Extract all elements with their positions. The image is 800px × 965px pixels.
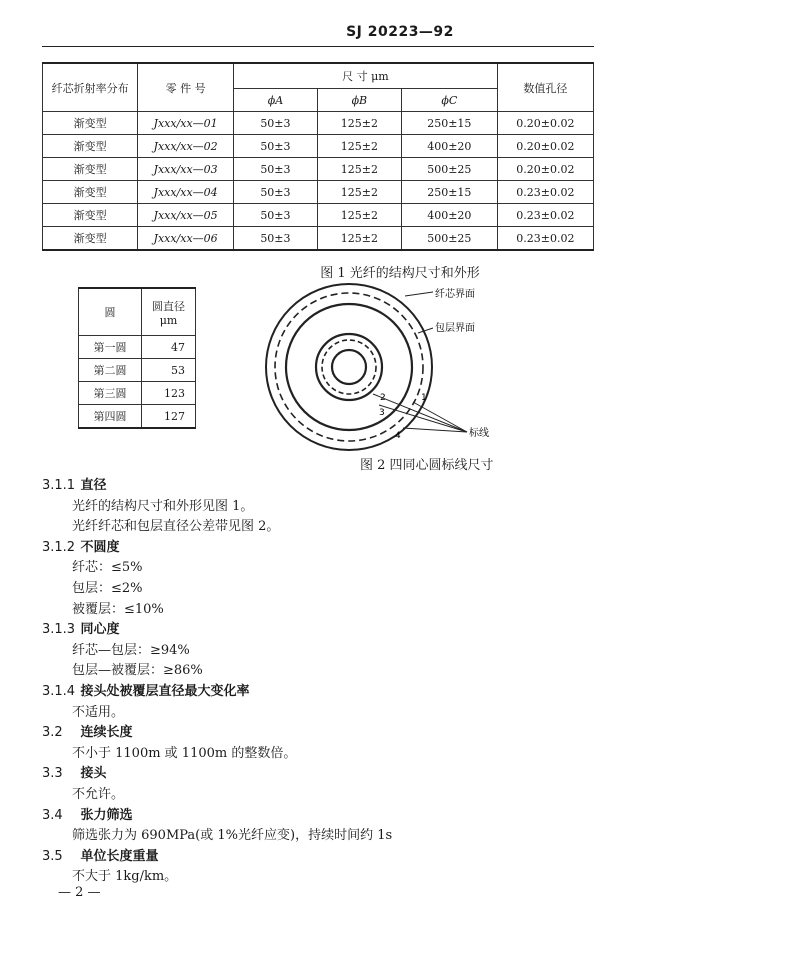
cell-numerical-aperture: 0.23±0.02 xyxy=(497,181,593,204)
cell-circle: 第二圆 xyxy=(79,359,142,382)
section-number: 3.1.3 xyxy=(42,622,76,638)
section-heading xyxy=(42,764,742,785)
figure1-caption: 图 1 光纤的结构尺寸和外形 xyxy=(320,266,480,281)
col-circle: 圆 xyxy=(79,288,142,336)
cell-distribution: 渐变型 xyxy=(43,112,138,135)
cell-numerical-aperture: 0.20±0.02 xyxy=(497,158,593,181)
cell-part-number: Jxxx/xx—03 xyxy=(138,158,234,181)
circle-2 xyxy=(316,334,382,400)
cell-phi-a: 50±3 xyxy=(234,204,318,227)
cell-part-number: Jxxx/xx—02 xyxy=(138,135,234,158)
paragraph: 纤芯：≤5% xyxy=(72,560,143,576)
col-distribution: 纤芯折射率分布 xyxy=(43,63,138,112)
paragraph: 不适用。 xyxy=(72,704,125,720)
cell-part-number: Jxxx/xx—06 xyxy=(138,227,234,251)
cell-numerical-aperture: 0.23±0.02 xyxy=(497,204,593,227)
col-phi-a: ϕA xyxy=(234,89,318,112)
cell-phi-b: 125±2 xyxy=(317,135,401,158)
cell-phi-c: 250±15 xyxy=(401,181,497,204)
col-dimensions: 尺 寸 μm xyxy=(234,63,498,89)
paragraph: 被覆层：≤10% xyxy=(72,601,164,617)
cell-phi-a: 50±3 xyxy=(234,181,318,204)
cell-phi-b: 125±2 xyxy=(317,112,401,135)
cell-phi-a: 50±3 xyxy=(234,135,318,158)
cell-phi-b: 125±2 xyxy=(317,181,401,204)
cell-numerical-aperture: 0.23±0.02 xyxy=(497,227,593,251)
table-row xyxy=(43,227,594,251)
circle-label-4: 4 xyxy=(395,431,401,441)
section-number: 3.1.1 xyxy=(42,478,76,493)
figure2-caption: 图 2 四同心圆标线尺寸 xyxy=(360,458,494,473)
section-heading xyxy=(42,682,742,703)
circle-cladding-interface xyxy=(275,293,423,441)
cell-phi-a: 50±3 xyxy=(234,112,318,135)
mark-line-label: 标线 xyxy=(469,428,489,439)
circle-3 xyxy=(286,304,412,430)
col-numerical-aperture: 数值孔径 xyxy=(497,63,593,112)
cell-phi-a: 50±3 xyxy=(234,227,318,251)
concentric-circles-figure xyxy=(255,278,515,458)
table-row xyxy=(79,336,196,359)
header-rule xyxy=(42,46,594,47)
col-diameter-label: 圆直径 xyxy=(152,299,185,313)
paragraph: 包层：≤2% xyxy=(72,580,143,596)
table-row xyxy=(79,405,196,429)
cell-circle: 第四圆 xyxy=(79,405,142,429)
structure-dimension-table xyxy=(42,62,594,251)
section-title: 张力筛选 xyxy=(80,807,133,823)
section-number: 3.1.4 xyxy=(42,683,76,699)
cell-phi-c: 400±20 xyxy=(401,204,497,227)
col-diameter xyxy=(142,288,196,336)
cell-diameter: 127 xyxy=(142,405,196,429)
table-row xyxy=(43,204,594,227)
cell-diameter: 47 xyxy=(142,336,196,359)
table-row xyxy=(79,359,196,382)
cell-numerical-aperture: 0.20±0.02 xyxy=(497,135,593,158)
cell-phi-a: 50±3 xyxy=(234,158,318,181)
paragraph: 筛选张力为 690MPa(或 1%光纤应变)，持续时间约 1s xyxy=(72,828,393,844)
section-number: 3.5 xyxy=(42,848,63,864)
paragraph: 不允许。 xyxy=(72,786,125,802)
paragraph: 不小于 1100m 或 1100m 的整数倍。 xyxy=(72,745,297,761)
col-phi-c: ϕC xyxy=(401,89,497,112)
col-part-number: 零 件 号 xyxy=(138,63,234,112)
circle-label-2: 2 xyxy=(380,393,386,403)
section-number: 3.3 xyxy=(42,766,63,782)
table-row xyxy=(43,158,594,181)
col-diameter-unit: μm xyxy=(159,313,178,327)
cell-phi-c: 250±15 xyxy=(401,112,497,135)
cell-circle: 第三圆 xyxy=(79,382,142,405)
col-phi-b: ϕB xyxy=(317,89,401,112)
section-heading xyxy=(42,620,742,641)
table-row xyxy=(79,382,196,405)
cell-circle: 第一圆 xyxy=(79,336,142,359)
section-heading xyxy=(42,723,742,744)
section-number: 3.2 xyxy=(42,725,63,741)
cell-phi-b: 125±2 xyxy=(317,158,401,181)
section-title: 单位长度重量 xyxy=(80,848,159,864)
cell-distribution: 渐变型 xyxy=(43,181,138,204)
cell-phi-b: 125±2 xyxy=(317,227,401,251)
cell-numerical-aperture: 0.20±0.02 xyxy=(497,112,593,135)
cell-diameter: 53 xyxy=(142,359,196,382)
cell-distribution: 渐变型 xyxy=(43,135,138,158)
paragraph: 纤芯—包层：≥94% xyxy=(72,642,190,658)
page-number: — 2 — xyxy=(58,885,101,900)
document-number: SJ 20223—92 xyxy=(346,24,454,40)
cell-phi-c: 400±20 xyxy=(401,135,497,158)
circle-label-1: 1 xyxy=(421,393,427,403)
cell-distribution: 渐变型 xyxy=(43,204,138,227)
circle-1 xyxy=(332,350,366,384)
paragraph: 光纤纤芯和包层直径公差带见图 2。 xyxy=(72,519,280,535)
cladding-interface-label: 包层界面 xyxy=(435,323,475,334)
section-number: 3.1.2 xyxy=(42,539,76,555)
table-row xyxy=(43,135,594,158)
circle-diameter-table xyxy=(78,287,196,429)
table-row xyxy=(43,181,594,204)
cell-distribution: 渐变型 xyxy=(43,158,138,181)
cell-part-number: Jxxx/xx—05 xyxy=(138,204,234,227)
cell-part-number: Jxxx/xx—04 xyxy=(138,181,234,204)
section-text xyxy=(42,476,742,888)
cell-part-number: Jxxx/xx—01 xyxy=(138,112,234,135)
section-heading xyxy=(42,806,742,827)
circle-4 xyxy=(266,284,432,450)
core-interface-label: 纤芯界面 xyxy=(435,289,475,300)
circle-label-3: 3 xyxy=(379,408,385,418)
section-heading xyxy=(42,476,742,497)
cell-phi-c: 500±25 xyxy=(401,227,497,251)
cell-diameter: 123 xyxy=(142,382,196,405)
cell-phi-c: 500±25 xyxy=(401,158,497,181)
section-heading xyxy=(42,538,742,559)
section-title: 同心度 xyxy=(80,622,120,638)
section-number: 3.4 xyxy=(42,807,63,823)
circle-core-interface xyxy=(322,340,376,394)
section-heading xyxy=(42,847,742,868)
section-title: 接头处被覆层直径最大变化率 xyxy=(80,683,250,699)
table-row xyxy=(43,112,594,135)
paragraph: 光纤的结构尺寸和外形见图 1。 xyxy=(72,498,254,514)
section-title: 接头 xyxy=(80,766,107,782)
paragraph: 包层—被覆层：≥86% xyxy=(72,663,203,679)
paragraph: 不大于 1kg/km。 xyxy=(72,869,178,885)
cell-phi-b: 125±2 xyxy=(317,204,401,227)
section-title: 直径 xyxy=(80,478,107,493)
cell-distribution: 渐变型 xyxy=(43,227,138,251)
section-title: 连续长度 xyxy=(80,725,133,741)
section-title: 不圆度 xyxy=(80,539,120,555)
